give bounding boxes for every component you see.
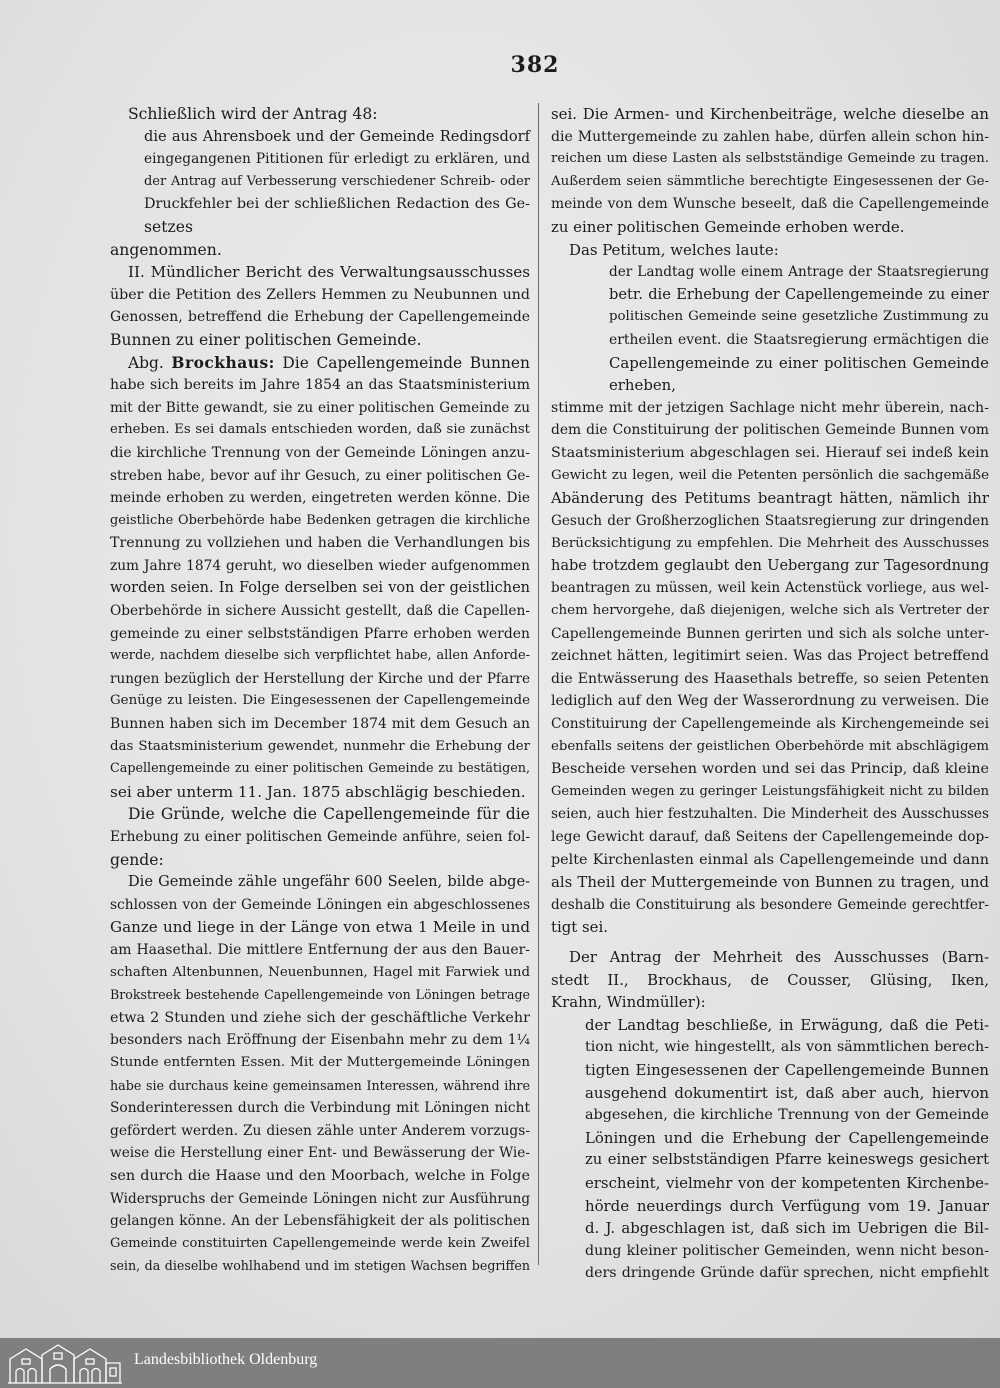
text-line: angenommen. xyxy=(110,240,222,259)
text-line: Das Petitum, welches laute: xyxy=(569,240,779,259)
text-line: habe sie durchaus keine gemeinsamen Interessen, während ihre xyxy=(110,1077,530,1093)
text-line: der Antrag auf Verbesserung verschiedener Schreib- oder xyxy=(144,173,530,189)
text-line: Gewicht zu legen, weil die Petenten persönlich die sachgemäße xyxy=(551,467,989,483)
text-line: Trennung zu vollziehen und haben die Verhandlungen bis xyxy=(110,535,530,552)
text-line: erscheint, vielmehr von der kompetenten Kirchenbe- xyxy=(585,1173,989,1192)
text-line: ebenfalls seitens der geistlichen Oberbehörde mit abschlägigem xyxy=(551,738,989,754)
library-name: Landesbibliothek Oldenburg xyxy=(134,1351,318,1368)
text-line: das Staatsministerium gewendet, nunmehr die Erhebung der xyxy=(110,738,530,754)
text-line: Genossen, betreffend die Erhebung der Capellengemeinde xyxy=(110,309,530,326)
speaker-statement-start: Die Capellengemeinde Bunnen xyxy=(274,353,530,372)
text-line: lediglich auf den Weg der Wasserordnung zu verweisen. Die xyxy=(551,693,989,710)
text-line: etwa 2 Stunden und ziehe sich der geschäftliche Verkehr xyxy=(110,1009,530,1026)
text-line: dung kleiner politischer Gemeinden, wenn nicht beson- xyxy=(585,1242,989,1259)
text-line: Erhebung zu einer politischen Gemeinde anführe, seien fol- xyxy=(110,829,530,845)
text-line: die aus Ahrensboek und der Gemeinde Redingsdorf xyxy=(144,127,530,145)
text-line: ders dringende Gründe dafür sprechen, nicht empfiehlt xyxy=(585,1265,989,1282)
text-line: Sonderinteressen durch die Verbindung mit Löningen nicht xyxy=(110,1100,530,1117)
text-line: Gemeinden wegen zu geringer Leistungsfähigkeit nicht zu bilden xyxy=(551,783,989,799)
text-line: Der Antrag der Mehrheit des Ausschusses (Barn- xyxy=(569,947,989,966)
text-line: Löningen und die Erhebung der Capellengemeinde xyxy=(585,1128,989,1147)
text-line: sein, da dieselbe wohlhabend und im stetigen Wachsen begriffen xyxy=(110,1258,530,1274)
text-line: deshalb die Constituirung als besondere Gemeinde gerechtfer- xyxy=(551,896,989,913)
text-line: tion nicht, wie hingestellt, als von sämmtlichen berech- xyxy=(585,1039,989,1056)
text-line: zu einer selbstständigen Pfarre keineswegs gesichert xyxy=(585,1151,989,1169)
text-line: Gemeinde constituirten Capellengemeinde werde kein Zweifel xyxy=(110,1235,530,1251)
text-line: streben habe, bevor auf ihr Gesuch, zu einer politischen Ge- xyxy=(110,467,530,484)
text-line: Staatsministerium abgeschlagen sei. Hierauf sei indeß kein xyxy=(551,444,989,461)
text-line: mit der Bitte gewandt, sie zu einer politischen Gemeinde zu xyxy=(110,399,530,416)
text-line: Widerspruchs der Gemeinde Löningen nicht zur Ausführung xyxy=(110,1190,530,1207)
text-line: Die Gründe, welche die Capellengemeinde für die xyxy=(128,805,530,824)
library-footer-bar xyxy=(0,1338,1000,1388)
text-line: ertheilen event. die Staatsregierung ermächtigen die xyxy=(609,331,989,348)
text-line: zu einer politischen Gemeinde erhoben werde. xyxy=(551,217,905,236)
text-line: pelte Kirchenlasten einmal als Capellengemeinde und dann xyxy=(551,851,989,868)
text-line: Abänderung des Petitums beantragt hätten, nämlich ihr xyxy=(551,489,989,508)
text-line: Schließlich wird der Antrag 48: xyxy=(128,105,378,123)
text-line: die kirchliche Trennung von der Gemeinde Löningen anzu- xyxy=(110,444,530,461)
text-line: Genüge zu leisten. Die Eingesessenen der Capellengemeinde xyxy=(110,693,530,709)
text-line: Bunnen zu einer politischen Gemeinde. xyxy=(110,330,422,349)
text-line: gende: xyxy=(110,850,164,869)
text-line: der Landtag wolle einem Antrage der Staatsregierung xyxy=(609,264,989,281)
text-line: chem hervorgehe, daß diejenigen, welche sich als Vertreter der xyxy=(551,603,989,619)
text-line: Bunnen haben sich im December 1874 mit dem Gesuch an xyxy=(110,716,530,733)
left-column xyxy=(110,103,530,1278)
text-line: politischen Gemeinde seine gesetzliche Zustimmung zu xyxy=(609,309,989,325)
text-line: stimme mit der jetzigen Sachlage nicht mehr überein, nach- xyxy=(551,399,989,416)
text-line: tigten Eingesessenen der Capellengemeinde Bunnen xyxy=(585,1060,989,1079)
text-line: Capellengemeinde zu einer politischen Gemeinde xyxy=(609,353,989,372)
speaker-prefix: Abg. xyxy=(128,353,172,372)
text-line: sen durch die Haase und den Moorbach, welche in Folge xyxy=(110,1167,530,1184)
text-line: worden seien. In Folge derselben sei von der geistlichen xyxy=(110,580,530,597)
text-line: gemeinde zu einer selbstständigen Pfarre erhoben werden xyxy=(110,625,530,642)
text-line: werde, nachdem dieselbe sich verpflichtet habe, allen Anforde- xyxy=(110,648,530,664)
text-line: Constituirung der Capellengemeinde als Kirchengemeinde sei xyxy=(551,716,989,733)
text-line: gelangen könne. An der Lebensfähigkeit der als politischen xyxy=(110,1213,530,1230)
text-line: sei aber unterm 11. Jan. 1875 abschlägig beschieden. xyxy=(110,782,526,801)
text-line: abgesehen, die kirchliche Trennung von der Gemeinde xyxy=(585,1107,989,1124)
text-line: Ganze und liege in der Länge von etwa 1 Meile in und xyxy=(110,918,530,937)
text-line: setzes xyxy=(144,217,193,236)
text-line: Capellengemeinde Bunnen gerirten und sich als solche unter- xyxy=(551,625,989,642)
text-line: die Muttergemeinde zu zahlen habe, dürfen allein schon hin- xyxy=(551,128,989,145)
text-line: zum Jahre 1874 geruht, wo dieselben wieder aufgenommen xyxy=(110,557,530,574)
page-number: 382 xyxy=(510,52,560,78)
text-line: erheben. Es sei damals entschieden worden, daß sie zunächst xyxy=(110,422,530,438)
text-line: besonders nach Eröffnung der Eisenbahn mehr zu dem 1¼ xyxy=(110,1032,530,1049)
text-line: Außerdem seien sämmtliche berechtigte Eingesessenen der Ge- xyxy=(551,173,989,189)
text-line: der Landtag beschließe, in Erwägung, daß die Peti- xyxy=(585,1015,989,1034)
text-line: beantragen zu müssen, weil kein Actenstück vorliege, aus wel- xyxy=(551,580,989,597)
text-line: weise die Herstellung einer Ent- und Bewässerung der Wie- xyxy=(110,1145,530,1162)
text-line: Berücksichtigung zu empfehlen. Die Mehrheit des Ausschusses xyxy=(551,535,989,552)
text-line: seien, auch hier festzuhalten. Die Minderheit des Ausschusses xyxy=(551,806,989,823)
text-line: schaften Altenbunnen, Neuenbunnen, Hagel mit Farwiek und xyxy=(110,964,530,980)
text-line: stedt II., Brockhaus, de Cousser, Glüsing, Iken, xyxy=(551,970,989,989)
text-line: als Theil der Muttergemeinde von Bunnen zu tragen, und xyxy=(551,873,989,892)
text-line: reichen um diese Lasten als selbstständige Gemeinde zu tragen. xyxy=(551,151,989,167)
text-line: meinde erhoben zu werden, eingetreten werden könne. Die xyxy=(110,490,530,507)
text-line: Brokstreek bestehende Capellengemeinde von Löningen betrage xyxy=(110,987,530,1003)
text-line: Capellengemeinde zu einer politischen Gemeinde zu bestätigen, xyxy=(110,761,530,777)
text-line: habe sich bereits im Jahre 1854 an das Staatsministerium xyxy=(110,377,530,394)
library-building-icon xyxy=(6,1341,124,1385)
text-line: Bescheide versehen worden und sei das Princip, daß kleine xyxy=(551,761,989,778)
text-line: Stunde entfernten Essen. Mit der Muttergemeinde Löningen xyxy=(110,1054,530,1070)
text-line: hörde neuerdings durch Verfügung vom 19. Januar xyxy=(585,1196,989,1215)
text-line: dem die Constituirung der politischen Gemeinde Bunnen vom xyxy=(551,422,989,439)
text-line: II. Mündlicher Bericht des Verwaltungsausschusses xyxy=(128,263,530,282)
text-line: über die Petition des Zellers Hemmen zu Neubunnen und xyxy=(110,286,530,303)
text-line: Krahn, Windmüller): xyxy=(551,993,706,1012)
text-line: sei. Die Armen- und Kirchenbeiträge, welche dieselbe an xyxy=(551,105,989,123)
text-line: geistliche Oberbehörde habe Bedenken getragen die kirchliche xyxy=(110,512,530,528)
text-line: habe trotzdem geglaubt den Uebergang zur Tagesordnung xyxy=(551,557,989,574)
text-line: d. J. abgeschlagen ist, daß sich im Uebrigen die Bil- xyxy=(585,1219,989,1238)
text-line: meinde von dem Wunsche beseelt, daß die Capellengemeinde xyxy=(551,196,989,213)
text-line: zeichnet hätten, legitimirt seien. Was das Project betreffend xyxy=(551,648,989,665)
text-line: Die Gemeinde zähle ungefähr 600 Seelen, bilde abge- xyxy=(128,873,530,891)
text-line: Gesuch der Großherzoglichen Staatsregierung zur dringenden xyxy=(551,512,989,529)
text-line: am Haasethal. Die mittlere Entfernung der aus den Bauer- xyxy=(110,941,530,958)
text-line: betr. die Erhebung der Capellengemeinde zu einer xyxy=(609,285,989,303)
text-line: tigt sei. xyxy=(551,918,608,937)
text-line: rungen bezüglich der Herstellung der Kirche und der Pfarre xyxy=(110,670,530,687)
text-line: Oberbehörde in sichere Aussicht gestellt, daß die Capellen- xyxy=(110,603,530,620)
column-divider xyxy=(538,103,539,1265)
text-line: erheben, xyxy=(609,376,677,395)
text-line: ausgehend dokumentirt ist, daß aber auch, hiervon xyxy=(585,1083,989,1102)
text-line: lege Gewicht darauf, daß Seitens der Capellengemeinde dop- xyxy=(551,829,989,845)
text-line: Druckfehler bei der schließlichen Redaction des Ge- xyxy=(144,196,530,213)
text-line: die Entwässerung des Haasethals betreffe, so seien Petenten xyxy=(551,670,989,687)
text-line xyxy=(110,352,530,375)
text-line: gefördert werden. Zu diesen zähle unter Anderem vorzugs- xyxy=(110,1122,530,1139)
right-column xyxy=(551,103,989,1285)
speaker-name: Brockhaus: xyxy=(171,353,275,372)
paragraph-gap xyxy=(551,939,989,946)
text-line: schlossen von der Gemeinde Löningen ein abgeschlossenes xyxy=(110,896,530,913)
text-line: eingegangenen Pititionen für erledigt zu erklären, und xyxy=(144,151,530,168)
